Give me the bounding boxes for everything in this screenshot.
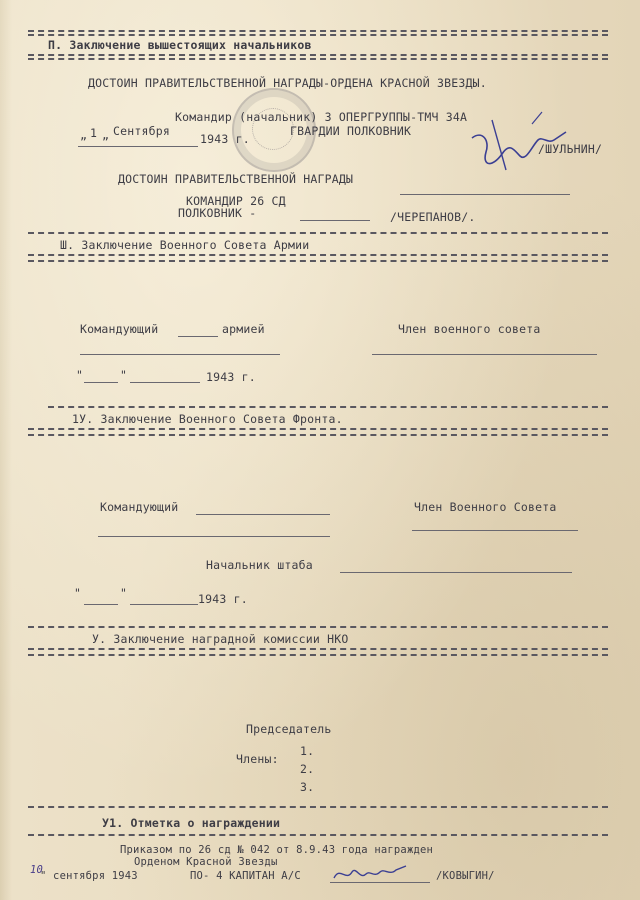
chairman-label: Председатель	[246, 722, 332, 736]
date-open-quote: „	[102, 128, 110, 142]
date-quote: "	[120, 586, 128, 600]
award-signer: /КОВЫГИН/	[436, 870, 495, 882]
signature-line	[300, 220, 370, 221]
rule	[28, 54, 608, 56]
rule	[28, 254, 608, 256]
army-commander-label: Командующий	[80, 322, 159, 336]
signature-line	[196, 514, 330, 515]
rule	[28, 30, 608, 32]
date-year: 1943 г.	[200, 132, 250, 146]
section3-heading: Ш. Заключение Военного Совета Армии	[60, 238, 310, 252]
section4-heading: 1У. Заключение Военного Совета Фронта.	[72, 412, 343, 426]
front-commander-label: Командующий	[100, 500, 179, 514]
army-date-year: 1943 г.	[206, 370, 256, 384]
member-number-3: 3.	[300, 780, 315, 794]
worthy-award-text: ДОСТОИН ПРАВИТЕЛЬСТВЕННОЙ НАГРАДЫ-ОРДЕНА КРАСНОЙ ЗВЕЗДЫ.	[88, 76, 487, 90]
signature-mark	[330, 860, 410, 888]
rule	[28, 806, 608, 808]
commander-line2: ГВАРДИИ ПОЛКОВНИК	[290, 124, 412, 138]
award-order-line1: Приказом по 26 сд № 042 от 8.9.43 года награжден	[120, 844, 434, 856]
signature-line	[400, 194, 570, 195]
date-day-line	[84, 604, 118, 605]
signature-line	[80, 354, 280, 355]
rule	[28, 34, 608, 36]
members-label: Члены:	[236, 752, 279, 766]
commander-line1: Командир (начальник) 3 ОПЕРГРУППЫ-ТМЧ 34А	[175, 110, 468, 124]
army-member-label: Член военного совета	[398, 322, 541, 336]
signature-line	[330, 882, 430, 883]
date-month-line	[130, 382, 200, 383]
date-day-line	[84, 382, 118, 383]
date-quote: "	[74, 586, 82, 600]
signature-line	[98, 536, 330, 537]
division-commander: КОМАНДИР 26 СД	[186, 194, 286, 208]
award-order-line2: Орденом Красной Звезды	[134, 856, 278, 868]
section6-heading: У1. Отметка о награждении	[102, 816, 281, 830]
rule	[28, 648, 608, 650]
rule	[28, 654, 608, 656]
award-date-prefix: " сентября 1943	[40, 870, 138, 882]
front-member-label: Член Военного Совета	[414, 500, 557, 514]
member-number-1: 1.	[300, 744, 315, 758]
date-open-quote: „	[80, 128, 88, 142]
rule	[28, 58, 608, 60]
date-day: 1	[90, 126, 98, 140]
member-number-2: 2.	[300, 762, 315, 776]
date-quote: "	[120, 368, 128, 382]
signature-line	[372, 354, 597, 355]
front-date-year: 1943 г.	[198, 592, 248, 606]
rule	[48, 406, 608, 408]
date-underline	[78, 146, 198, 147]
date-month: Сентября	[113, 124, 170, 138]
signature-line	[340, 572, 572, 573]
signer2-name: /ЧЕРЕПАНОВ/.	[390, 210, 476, 224]
section5-heading: У. Заключение наградной комиссии НКО	[92, 632, 349, 646]
colonel-label: ПОЛКОВНИК -	[178, 206, 257, 220]
signature-line	[412, 530, 578, 531]
rule	[28, 434, 608, 436]
chief-of-staff-label: Начальник штаба	[206, 558, 313, 572]
section2-heading: П. Заключение вышестоящих начальников	[48, 38, 312, 52]
captain-label: ПО- 4 КАПИТАН А/С	[190, 870, 301, 882]
rule	[28, 626, 608, 628]
rule	[28, 428, 608, 430]
rule	[28, 260, 608, 262]
rule	[28, 834, 608, 836]
army-label: армией	[222, 322, 265, 336]
date-quote: "	[76, 368, 84, 382]
date-month-line	[130, 604, 198, 605]
margin-note: 10	[30, 864, 44, 876]
signer1-name: /ШУЛЬНИН/	[538, 142, 603, 156]
rule	[28, 232, 608, 234]
army-number-line	[178, 336, 218, 337]
worthy-award-text2: ДОСТОИН ПРАВИТЕЛЬСТВЕННОЙ НАГРАДЫ	[118, 172, 354, 186]
